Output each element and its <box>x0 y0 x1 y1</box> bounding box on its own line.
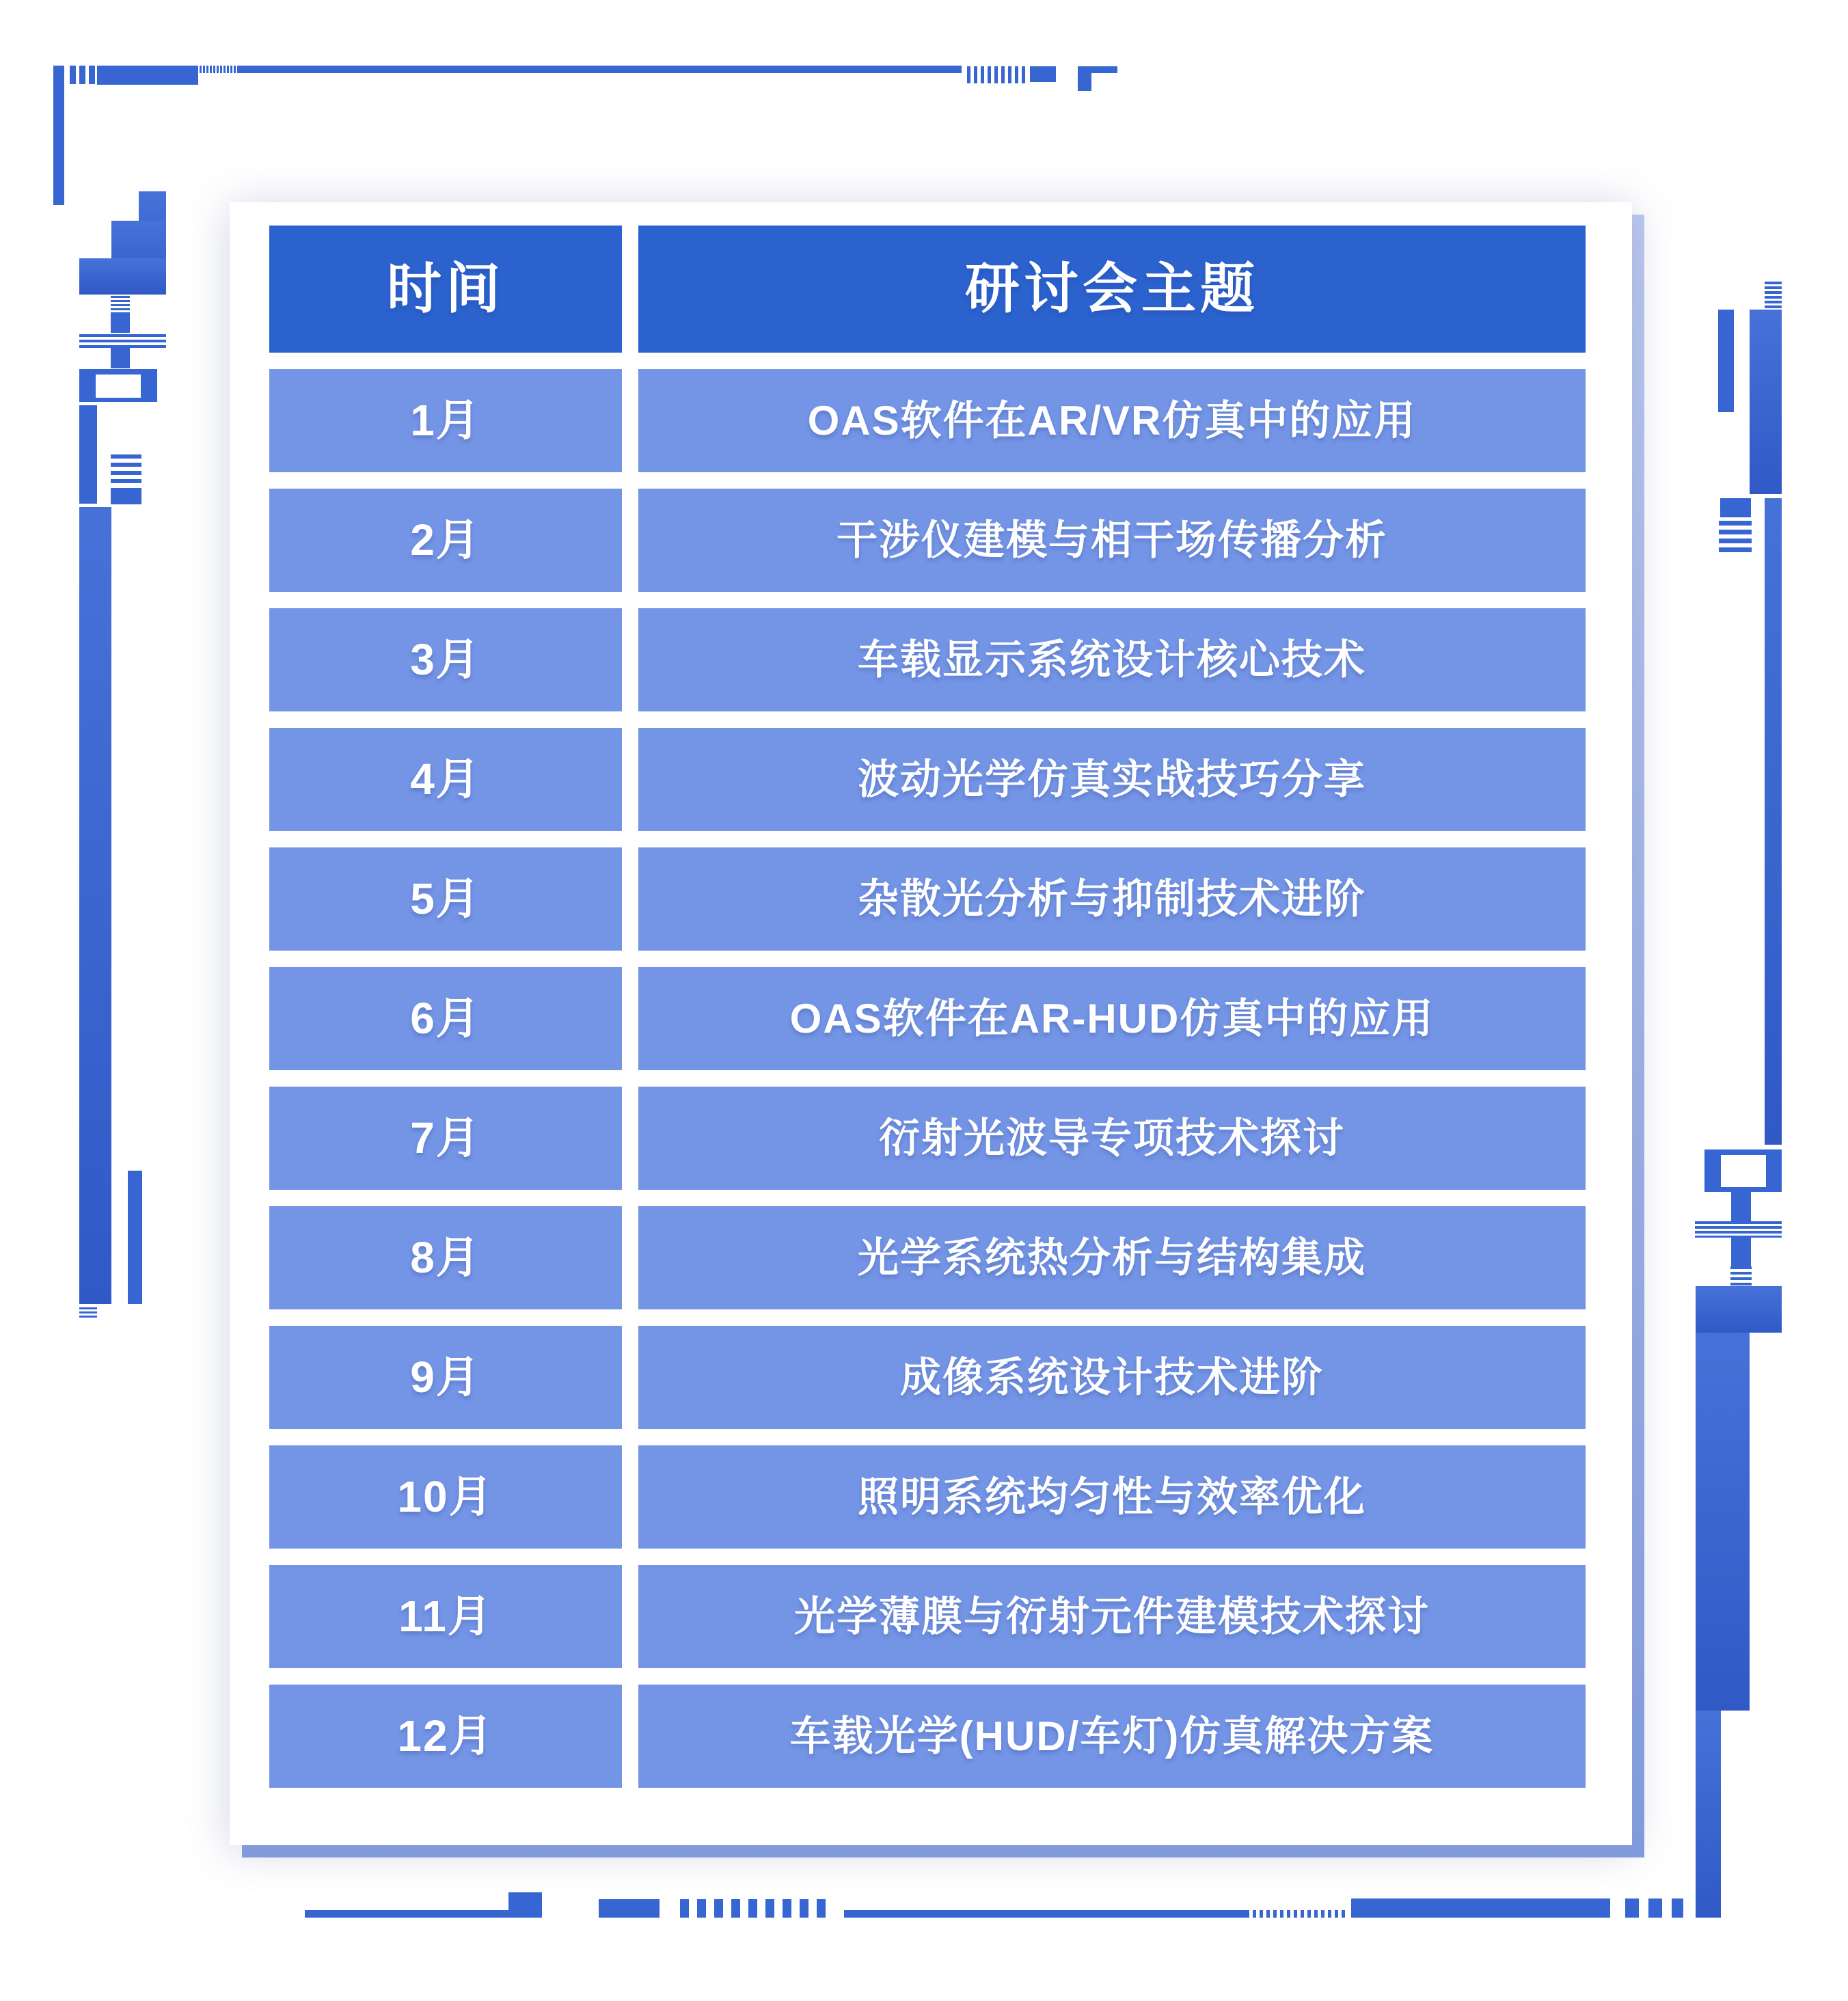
month-cell: 3月 <box>269 608 622 711</box>
table-row <box>269 1565 1586 1668</box>
topic-cell: 衍射光波导专项技术探讨 <box>638 1087 1586 1190</box>
decor-top-comb2 <box>967 66 1026 83</box>
table-row <box>269 1087 1586 1190</box>
table-row <box>269 1445 1586 1549</box>
decor-bottom-dash1 <box>1625 1898 1639 1918</box>
decor-top-corner-v <box>1078 66 1091 91</box>
month-cell: 7月 <box>269 1087 622 1190</box>
topic-cell: 杂散光分析与抑制技术进阶 <box>638 847 1586 951</box>
decor-right-vbar-thin <box>1718 310 1734 412</box>
decor-left-lines1 <box>111 296 130 310</box>
decor-left-vbar-2 <box>128 1171 142 1304</box>
decor-bottom-dash2 <box>1648 1898 1662 1918</box>
decor-left-block1 <box>111 312 130 333</box>
decor-left-vbar-thin <box>79 405 97 504</box>
decor-bottom-finecomb <box>1253 1910 1348 1918</box>
decor-right-block1 <box>1720 498 1751 517</box>
decor-top-thickbar <box>97 66 198 85</box>
schedule-table-body <box>269 369 1586 1788</box>
decor-left-frame <box>79 369 157 402</box>
decor-right-vbar-wide <box>1750 310 1782 494</box>
decor-right-stem2 <box>1731 1238 1751 1266</box>
decor-right-vbar-long <box>1765 498 1782 1145</box>
topic-cell: 成像系统设计技术进阶 <box>638 1326 1586 1429</box>
decor-top-longbar <box>237 66 962 73</box>
decor-right-stem1 <box>1731 1192 1751 1221</box>
month-cell: 2月 <box>269 489 622 592</box>
decor-right-comb1 <box>1765 282 1782 310</box>
decor-right-minicomb <box>1730 1266 1752 1285</box>
topic-cell: 车载光学(HUD/车灯)仿真解决方案 <box>638 1685 1586 1788</box>
decor-left-block3 <box>111 488 141 504</box>
month-cell: 12月 <box>269 1685 622 1788</box>
header-topic: 研讨会主题 <box>638 226 1586 353</box>
month-cell: 8月 <box>269 1206 622 1309</box>
decor-left-step-c <box>79 258 166 295</box>
table-row <box>269 1685 1586 1788</box>
decor-left-widelines <box>79 334 166 348</box>
decor-left-lines3 <box>79 1307 97 1318</box>
topic-cell: 波动光学仿真实战技巧分享 <box>638 728 1586 831</box>
decor-right-frame <box>1704 1149 1782 1192</box>
decor-topleft-vbar <box>53 66 64 205</box>
decor-top-block <box>1030 66 1056 82</box>
schedule-card <box>230 202 1632 1845</box>
table-row <box>269 1326 1586 1429</box>
decor-top-comb <box>200 66 236 73</box>
decor-left-vbar-main <box>79 507 111 1304</box>
decor-right-step-c <box>1696 1711 1721 1918</box>
decor-bottom-bar1 <box>305 1910 511 1918</box>
decor-bottom-dash3 <box>1672 1898 1683 1918</box>
decor-right-widelines <box>1695 1221 1782 1238</box>
table-row <box>269 369 1586 472</box>
table-row <box>269 489 1586 592</box>
topic-cell: 光学系统热分析与结构集成 <box>638 1206 1586 1309</box>
month-cell: 9月 <box>269 1326 622 1429</box>
month-cell: 10月 <box>269 1445 622 1549</box>
decor-bottom-block <box>599 1899 660 1918</box>
month-cell: 4月 <box>269 728 622 831</box>
month-cell: 1月 <box>269 369 622 472</box>
decor-bottom-thickbar <box>1351 1898 1610 1918</box>
decor-right-lines1 <box>1719 521 1752 553</box>
topic-cell: 照明系统均匀性与效率优化 <box>638 1445 1586 1549</box>
decor-left-lines2 <box>111 454 141 485</box>
decor-topleft-dashes <box>70 66 97 84</box>
table-row <box>269 847 1586 951</box>
topic-cell: OAS软件在AR/VR仿真中的应用 <box>638 369 1586 472</box>
decor-bottom-step <box>508 1892 542 1918</box>
topic-cell: 光学薄膜与衍射元件建模技术探讨 <box>638 1565 1586 1668</box>
topic-cell: OAS软件在AR-HUD仿真中的应用 <box>638 967 1586 1070</box>
month-cell: 5月 <box>269 847 622 951</box>
month-cell: 11月 <box>269 1565 622 1668</box>
table-row <box>269 728 1586 831</box>
decor-right-step-b <box>1696 1333 1750 1711</box>
month-cell: 6月 <box>269 967 622 1070</box>
table-row <box>269 1206 1586 1309</box>
decor-right-step-a <box>1696 1286 1782 1333</box>
table-header-row <box>269 226 1586 353</box>
topic-cell: 车载显示系统设计核心技术 <box>638 608 1586 711</box>
topic-cell: 干涉仪建模与相干场传播分析 <box>638 489 1586 592</box>
decor-bottom-longbar <box>844 1910 1249 1918</box>
schedule-table <box>269 226 1586 1788</box>
table-row <box>269 608 1586 711</box>
table-row <box>269 967 1586 1070</box>
decor-left-block2 <box>111 348 130 368</box>
decor-bottom-comb <box>680 1899 830 1918</box>
header-time: 时间 <box>269 226 622 353</box>
